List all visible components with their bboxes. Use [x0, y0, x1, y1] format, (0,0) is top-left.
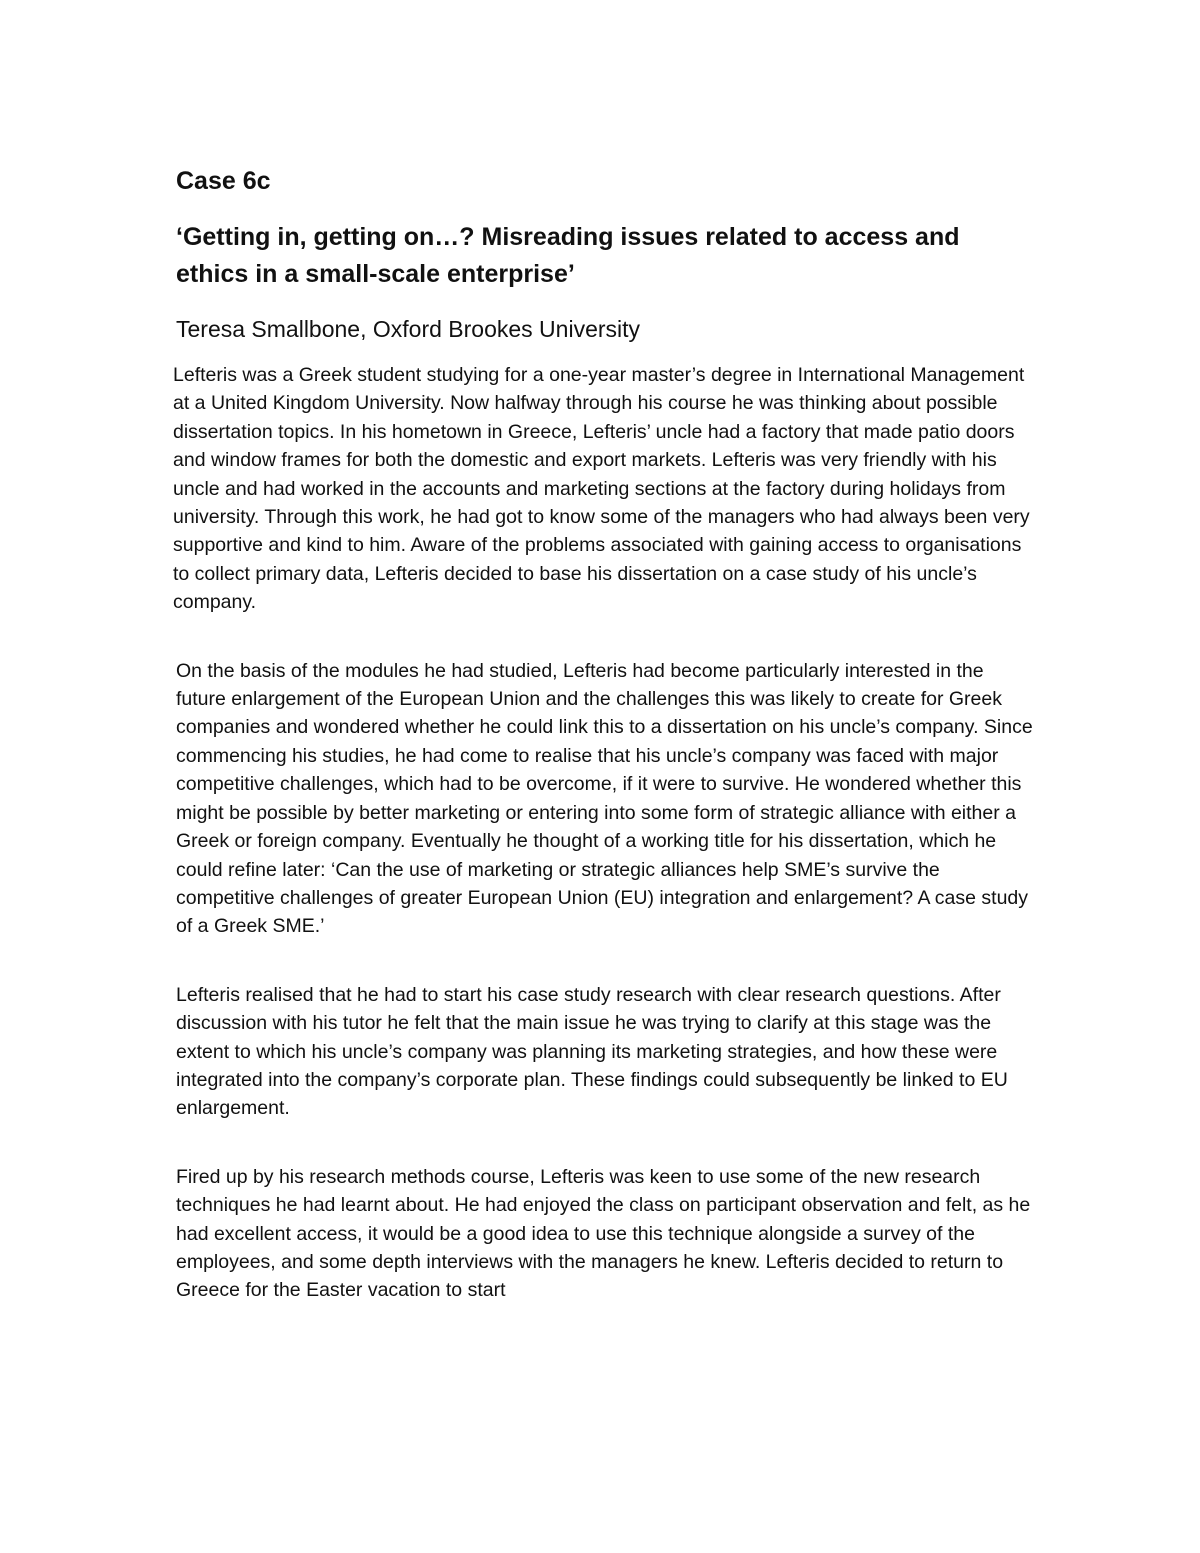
- body-paragraph: On the basis of the modules he had studied, Lefteris had become particularly interested in the future enlargement of the European Union and the challenges this was likely to create for Greek companies and wondered whether he could link this to a dissertation on his uncle’s company. Since commencing his studies, he had come to realise that his uncle’s company was faced with major competitive challenges, which had to be overcome, if it were to survive. He wondered whether this might be possible by better marketing or entering into some form of strategic alliance with either a Greek or foreign company. Eventually he thought of a working title for his dissertation, which he could refine later: ‘Can the use of marketing or strategic alliances help SME’s survive the competitive challenges of greater European Union (EU) integration and enlargement? A case study of a Greek SME.’: [176, 659, 1033, 938]
- body-paragraph: Fired up by his research methods course, Lefteris was keen to use some of the new research techniques he had learnt about. He had enjoyed the class on participant observation and felt, as he had excellent access, it would be a good idea to use this technique alongside a survey of the employees, and some depth interviews with the managers he knew. Lefteris decided to return to Greece for the Easter vacation to start: [176, 1165, 1031, 1302]
- document-content: [173, 164, 1036, 1305]
- body-paragraph: Lefteris realised that he had to start his case study research with clear research questions. After discussion with his tutor he felt that the main issue he was trying to clarify at this stage was the extent to which his uncle’s company was planning its marketing strategies, and how these were integrated into the company’s corporate plan. These findings could subsequently be linked to EU enlargement.: [176, 983, 1008, 1120]
- case-label: Case 6c: [176, 167, 271, 195]
- case-title: ‘Getting in, getting on…? Misreading issues related to access and ethics in a small-scale enterprise’: [176, 223, 960, 288]
- author-line: Teresa Smallbone, Oxford Brookes University: [176, 316, 641, 342]
- body-paragraph: Lefteris was a Greek student studying for a one-year master’s degree in International Management at a United Kingdom University. Now halfway through his course he was thinking about possible dissertation topics. In his hometown in Greece, Lefteris’ uncle had a factory that made patio doors and window frames for both the domestic and export markets. Lefteris was very friendly with his uncle and had worked in the accounts and marketing sections at the factory during holidays from university. Through this work, he had got to know some of the managers who had always been very supportive and kind to him. Aware of the problems associated with gaining access to organisations to collect primary data, Lefteris decided to base his dissertation on a case study of his uncle’s company.: [173, 364, 1030, 614]
